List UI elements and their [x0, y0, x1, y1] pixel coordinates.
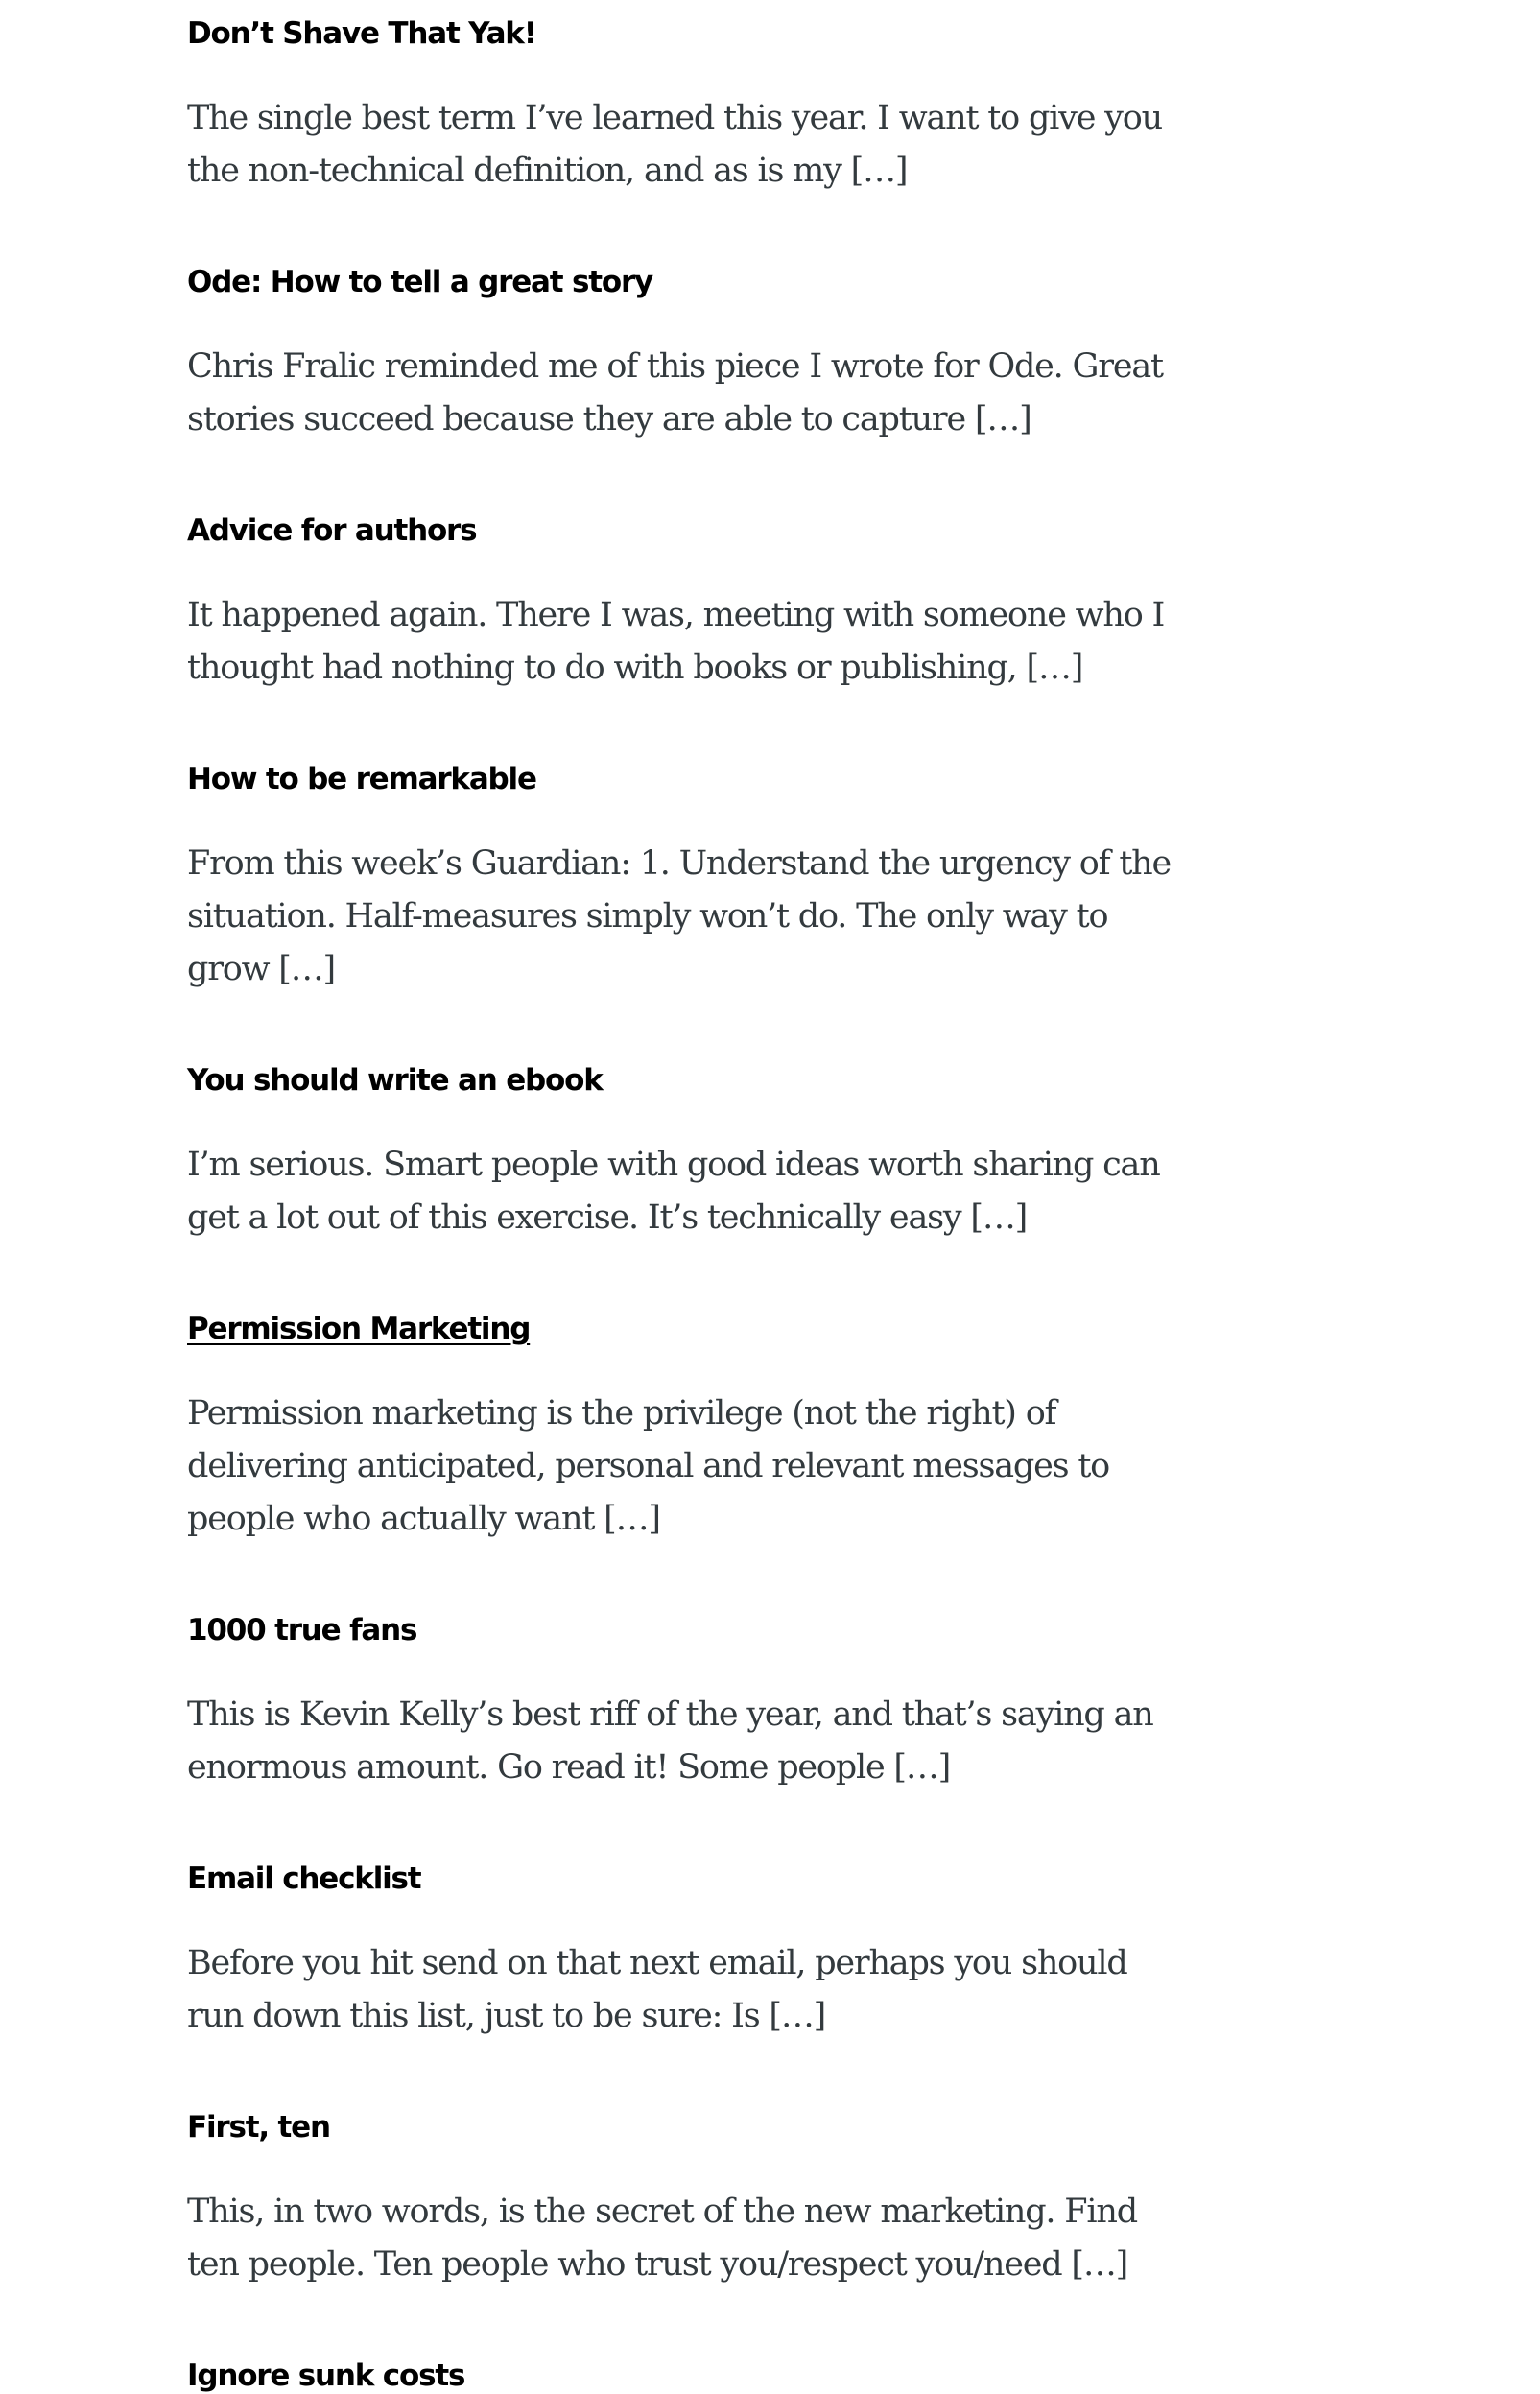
post-excerpt: It happened again. There I was, meeting with someone who I thought had nothing to do with books or publishing, […]: [187, 596, 1165, 687]
post-item: [187, 2109, 1190, 2342]
post-title-link[interactable]: Email checklist: [187, 1861, 421, 1896]
post-excerpt: This is Kevin Kelly’s best riff of the year, and that’s saying an enormous amount. Go read it! Some people […]: [187, 1695, 1153, 1787]
post-item: [187, 512, 1190, 746]
post-divider: [187, 2043, 1190, 2094]
post-divider: [187, 695, 1190, 746]
post-title-link[interactable]: Ignore sunk costs: [187, 2358, 465, 2393]
post-item: [187, 1311, 1190, 1597]
post-item: [187, 2358, 1190, 2394]
post-divider: [187, 446, 1190, 497]
post-divider: [187, 2291, 1190, 2342]
post-item: [187, 15, 1190, 249]
post-item: [187, 1861, 1190, 2094]
post-divider: [187, 1794, 1190, 1845]
post-title-link[interactable]: Permission Marketing: [187, 1312, 531, 1346]
post-excerpt: I’m serious. Smart people with good ideas worth sharing can get a lot out of this exercise. It’s technically easy […]: [187, 1146, 1160, 1237]
post-excerpt: Before you hit send on that next email, perhaps you should run down this list, just to be sure: Is […]: [187, 1944, 1127, 2035]
post-item: [187, 264, 1190, 497]
post-divider: [187, 1244, 1190, 1295]
post-title-link[interactable]: 1000 true fans: [187, 1613, 417, 1647]
post-title-link[interactable]: Ode: How to tell a great story: [187, 265, 653, 299]
post-excerpt: Permission marketing is the privilege (not the right) of delivering anticipated, personal and relevant messages to people who actually want […]: [187, 1394, 1110, 1538]
post-excerpt: This, in two words, is the secret of the new marketing. Find ten people. Ten people who trust you/respect you/need […]: [187, 2193, 1137, 2284]
post-title-link[interactable]: You should write an ebook: [187, 1063, 603, 1098]
post-excerpt: From this week’s Guardian: 1. Understand the urgency of the situation. Half-measures simply won’t do. The only way to grow […]: [187, 844, 1172, 988]
post-title-link[interactable]: How to be remarkable: [187, 762, 536, 796]
post-title-link[interactable]: Don’t Shave That Yak!: [187, 16, 536, 51]
post-title-link[interactable]: First, ten: [187, 2110, 330, 2145]
post-list: [187, 0, 1190, 2394]
post-item: [187, 1612, 1190, 1845]
post-item: [187, 1062, 1190, 1295]
post-excerpt: The single best term I’ve learned this year. I want to give you the non-technical definition, and as is my […]: [187, 99, 1162, 190]
post-excerpt: Chris Fralic reminded me of this piece I wrote for Ode. Great stories succeed because they are able to capture […]: [187, 347, 1163, 439]
post-title-link[interactable]: Advice for authors: [187, 513, 477, 548]
post-divider: [187, 996, 1190, 1047]
post-item: [187, 761, 1190, 1047]
post-divider: [187, 1546, 1190, 1597]
post-divider: [187, 198, 1190, 249]
